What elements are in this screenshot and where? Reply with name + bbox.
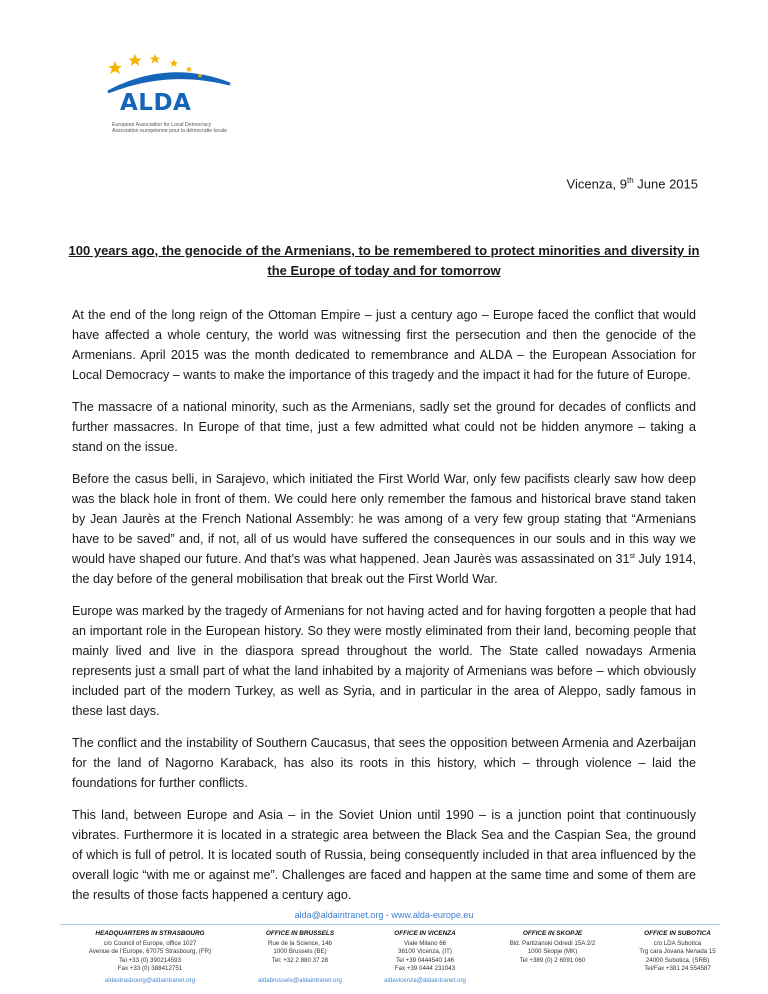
office-email-link[interactable]: aldabrussels@aldaintranet.org [257,976,343,984]
document-body [72,305,696,917]
footer-divider [60,924,720,925]
office-strasbourg: HEADQUARTERS IN STRASBOURG c/o Council of Europe, office 1027 Avenue de l’Europe, 67075 Strasbourg, (FR) Tel +33 (0) 390214593 Fax +33 (0) 388412751 aldastrasbourg@aldaintranet.org [60,930,240,986]
footer-offices [60,930,740,986]
paragraph: Europe was marked by the tragedy of Armenians for not having acted and for having forgotten a people that had an important role in the European history. So they were mostly eliminated from their land, becoming people that mainly lived and live in the diaspora spread throughout the world. The State called nowadays Armenia represents just a small part of what the land inhabited by a majority of Armenians was before – which obviously included part of the modern Turkey, as well as Syria, and in particular in the area of Aleppo, sadly famous in these last days. [72,604,696,718]
letter-date: Vicenza, 9th June 2015 [566,176,698,192]
office-subotica: OFFICE IN SUBOTICA c/o LDA Subotica Trg cara Jovana Nenada 15 24000 Subotica, (SRB) Tel/Fax +381 24 554587 [639,930,716,973]
document-title: 100 years ago, the genocide of the Armenians, to be remembered to protect minorities and diversity in the Europe of today and for tomorrow [68,243,700,278]
office-email-link[interactable]: aldastrasbourg@aldaintranet.org [104,976,196,984]
office-skopje: OFFICE IN SKOPJE Bld. Partizanski Odredi 15A 2/2 1000 Skopje (MK) Tel +389 (0) 2 6091 060 [509,930,596,964]
logo-wordmark: ALDA [120,90,192,116]
logo-subtitle: European Association for Local Democracy Association européenne pour la démocratie locale [112,122,228,134]
footer-contact-link[interactable]: alda@aldaintranet.org - www.alda-europe.eu [294,910,474,920]
paragraph: This land, between Europe and Asia – in the Soviet Union until 1990 – is a junction point that continuously vibrates. Furthermore it is located in a strategic area between the Black Sea and the Caspian Sea, the ground of which is full of petrol. It is located south of Russia, being consequently included in that area influenced by the overall logic “with me or against me”. Challenges are faced and happen at the same time and some of them are the results of those facts happened a century ago. [72,808,696,902]
paragraph: The massacre of a national minority, such as the Armenians, sadly set the ground for decades of conflicts and further massacres. In Europe of that time, just a few admitted what could not be hidden anymore – taking a stand on the issue. [72,400,696,454]
paragraph: Before the casus belli, in Sarajevo, which initiated the First World War, only few pacifists clearly saw how deep was the black hole in front of them. We could here only remember the famous and historical brave stand taken by Jean Jaurès at the French National Assembly: he was among of a very few group stating that “Armenians have to be saved” and, if not, all of us would have suffered the consequences in our souls and in this way we would have shaped our future. And that’s was what happened. Jean Jaurès was assassinated on 31st July 1914, the day before of the general mobilisation that break out the First World War. [72,472,696,586]
office-brussels: OFFICE IN BRUSSELS Rue de la Science, 14b 1000 Brussels (BE) Tel: +32 2 880 37 28 aldabrussels@aldaintranet.org [240,930,360,986]
office-email-link[interactable]: aldavicenza@aldaintranet.org [384,976,466,984]
office-vicenza: OFFICE IN VICENZA Viale Milano 66 36100 Vicenza, (IT) Tel +39 0444540 146 Fax +39 0444 231043 aldavicenza@aldaintranet.org [360,930,490,986]
alda-logo [98,46,248,146]
paragraph: At the end of the long reign of the Ottoman Empire – just a century ago – Europe faced the conflict that would have affected a whole century, the world was witnessing first the persecution and then the genocide of the Armenians. April 2015 was the month dedicated to remembrance and ALDA – the European Association for Local Democracy – wants to make the importance of this tragedy and the impact it had for the future of Europe. [72,308,696,382]
paragraph: The conflict and the instability of Southern Caucasus, that sees the opposition between Armenia and Azerbaijan for the land of Nagorno Karaback, has also its roots in this history, which – through violence – laid the foundations for further conflicts. [72,736,696,790]
stars-arc-icon [98,46,248,96]
